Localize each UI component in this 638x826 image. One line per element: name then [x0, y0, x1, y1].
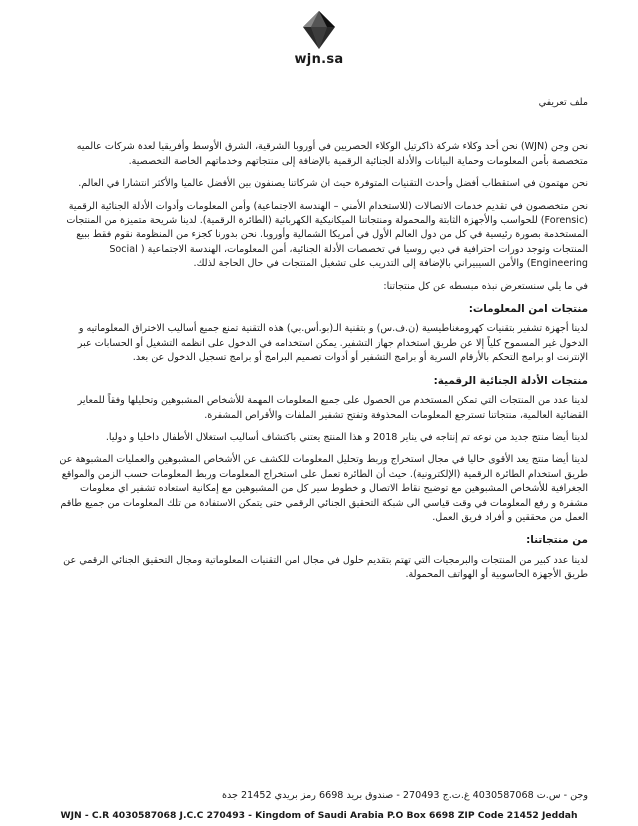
- header-logo: [0, 10, 638, 67]
- paragraph-drone: لدينا أيضا منتج يعد الأقوى حاليا في مجال استخراج وربط وتحليل المعلومات للكشف عن الأشخاص المشبوهين والعمليات المشبوهة عن طريق استخدام الطائرة الرقمية (الإلكترونية). حيث أن الطائرة تعمل على استخراج المعلومات وربط المعلومات حسب الزمن والمواقع الجغرافية للأشخاص المشبوهين مع توضيح نقاط الاتصال و خطوط سير كل من المشبوهين مع إمكانية استعاده تشفير اي معلومات مشفرة و رفع المعلومات في وقت قياسي الى شبكة التحقيق الجنائي الرقمي حتى يتمكن الاستفادة من تلك المعلومات من جميع طاقم العمل من محققين و أفراد فريق العمل.: [59, 454, 588, 523]
- heading-infosec-products: منتجات امن المعلومات:: [468, 303, 588, 316]
- heading-our-products: من منتجاتنا:: [526, 534, 588, 547]
- paragraph-technologies: نحن مهتمون في استقطاب أفضل وأحدث التقنيات المتوفرة حيث ان شركاتنا يصنفون بين الأفضل عالميا والأكثر انتشارا في العالم.: [78, 178, 588, 190]
- diamond-logo-icon: [302, 10, 336, 50]
- paragraph-new-product: لدينا أيضا منتج جديد من نوعه تم إنتاجه في يناير 2018 و هذا المنتج يعتني باكتشاف أساليب استغلال الأطفال داخليا و دوليا.: [105, 431, 588, 443]
- document-title: ملف تعريفي: [538, 97, 588, 108]
- paragraph-software: لدينا عدد كبير من المنتجات والبرمجيات التي تهتم بتقديم حلول في مجال امن التقنيات المعلوماتية ومجال التحقيق الجنائي الرقمي عن طريق الأجهزة الحاسوبية أو الهواتف المحمولة.: [63, 554, 588, 581]
- footer-arabic: وجن - س.ت 4030587068 غ.ت.ج 270493 - صندوق بريد 6698 رمز بريدي 21452 جدة: [222, 790, 588, 801]
- paragraph-services: نحن متخصصون في تقديم خدمات الاتصالات (للاستخدام الأمني – الهندسة الاجتماعية) وأمن المعلومات وأدوات الأدلة الجنائية الرقمية (Forensic) للحواسب والأجهزة الثابتة والمحمولة ومنتجاتنا الميكانيكية الكهربائية (الطائرة الرقمية). لدينا شريحة متميزة من المنتجات المستخدمة بصورة رئيسية في كل من دول العالم الأول في أمريكا الشمالية وأوروبا. نحن بدورنا كجزء من المنظومة نقوم فقط ببيع المنتجات وتوجد دورات احترافية في دبي روسيا في تخصصات الأدلة الجنائية، أمن المعلومات، الهندسة الاجتماعية ( Social Engineering) والأمن السيبيراني بالإضافة إلى التدريب على تشغيل المنتجات في حال الحاجة لذلك.: [66, 200, 588, 270]
- paragraph-overview: في ما يلي سنستعرض نبذه مبسطه عن كل منتجاتنا:: [383, 280, 588, 292]
- footer-english: WJN - C.R 4030587068 J.C.C 270493 - Kingdom of Saudi Arabia P.O Box 6698 ZIP Code 21452 Jeddah: [60, 810, 578, 821]
- brand-name: wjn.sa: [294, 52, 344, 67]
- paragraph-intro: نحن وجن (WJN) نحن أحد وكلاء شركة ذاكرتيل الوكلاء الحصريين في أوروبا الشرقية، الشرق الأوسط وأفريقيا لعدة شركات عالميه متخصصة بأمن المعلومات وحماية البيانات والأدلة الجنائية الرقمية بالإضافة إلى منتجاتهم وخدماتهم الخاصة التخصصية.: [76, 141, 588, 167]
- paragraph-encryption: لدينا أجهزة تشفير بتقنيات كهرومغناطيسية (ن.ف.س) و بتقنية الـ(بو.أس.بي) هذه التقنية تمنع جميع أساليب الاختراق المعلوماتيه و الدخول غير المسموح كلياً إلا عن طريق استخدام جهاز التشفير. يمكن استخدامه في الدخول على انظمه التشغيل أو الحسابات عبر الإنترنت او برامج التحكم بالأرقام السرية أو برامج التشفير أو أدوات تصميم البرامج أو برامج تسجيل الدخول عن بعد.: [77, 323, 588, 364]
- document-body: [50, 96, 588, 591]
- heading-forensic-products: منتجات الأدلة الجنائية الرقمية:: [433, 374, 588, 387]
- paragraph-forensic: لدينا عدد من المنتجات التي تمكن المستخدم من الحصول على جميع المعلومات المهمة للأشخاص المشبوهين وتحليلها وفقاً للمعاير القضائية العالمية، منتجاتنا تسترجع المعلومات المحذوفة وتفتح تشفير الملفات والأقراص المشفرة.: [77, 395, 588, 421]
